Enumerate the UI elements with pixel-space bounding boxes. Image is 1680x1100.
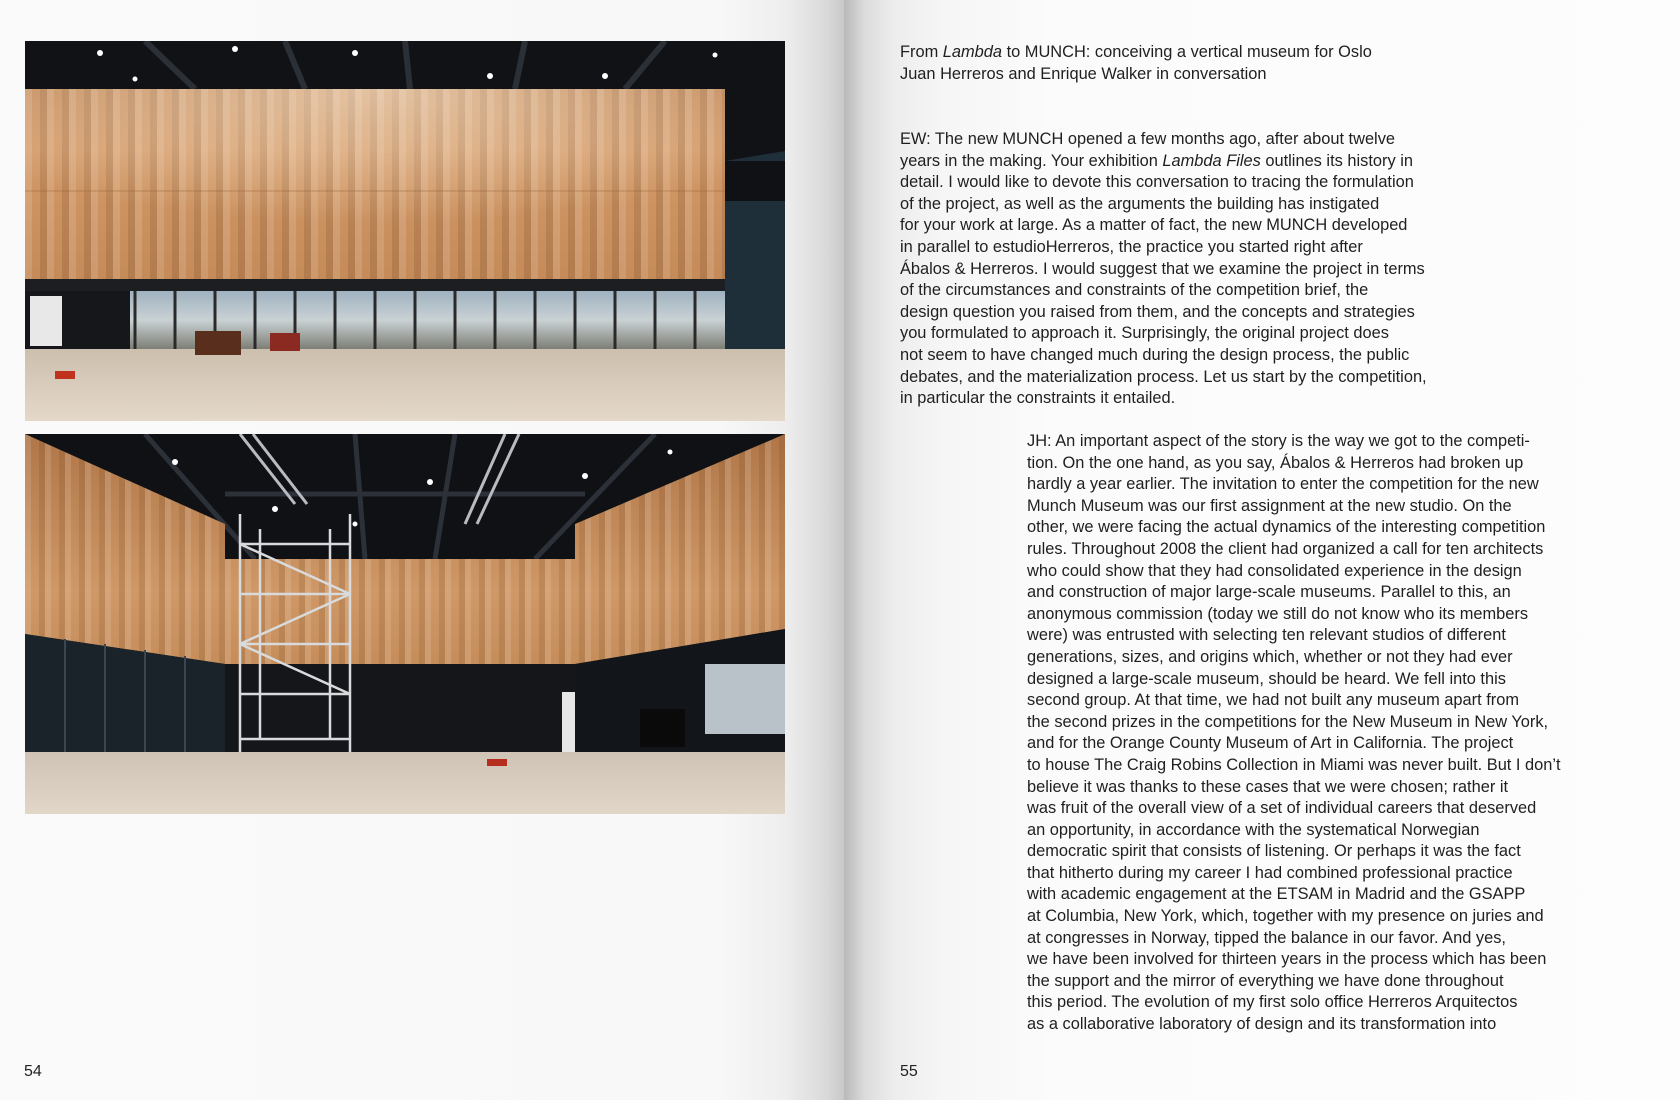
right-window [705, 664, 785, 734]
photo-hall-scaffolding [25, 434, 785, 814]
text-line: tion. On the one hand, as you say, Ábalos & Herreros had broken up [1027, 453, 1524, 472]
text-line: an opportunity, in accordance with the systematical Norwegian [1027, 820, 1480, 839]
text-line: not seem to have changed much during the design process, the public [900, 345, 1410, 364]
article-subtitle: Juan Herreros and Enrique Walker in conversation [900, 64, 1267, 83]
text-line: democratic spirit that consists of listening. Or perhaps it was the fact [1027, 842, 1521, 861]
floor [25, 752, 785, 814]
floor-object [487, 759, 507, 766]
text-line: design question you raised from them, and the concepts and strategies [900, 302, 1415, 321]
dark-cabinet [640, 709, 685, 747]
hall-photo-1-image [25, 41, 785, 421]
page-number-right: 55 [900, 1063, 918, 1080]
text-line: we have been involved for thirteen years in the process which has been [1027, 950, 1547, 969]
text-line: years in the making. Your exhibition Lambda Files outlines its history in [900, 151, 1413, 170]
text-line: other, we were facing the actual dynamics of the interesting competition [1027, 518, 1546, 537]
floor-object [55, 371, 75, 379]
text-line: second group. At that time, we had not built any museum apart from [1027, 691, 1519, 710]
text-line: this period. The evolution of my first solo office Herreros Arquitectos [1027, 993, 1518, 1012]
right-page [844, 0, 1680, 1100]
text-line: hardly a year earlier. The invitation to enter the competition for the new [1027, 475, 1539, 494]
text-line: with academic engagement at the ETSAM in Madrid and the GSAPP [1027, 885, 1526, 904]
back-wood-wall [225, 559, 575, 664]
back-dark-wall [225, 664, 575, 754]
wall-light-wash [25, 89, 725, 279]
text-line: the second prizes in the competitions for the New Museum in New York, [1027, 712, 1549, 731]
text-line: in parallel to estudioHerreros, the practice you started right after [900, 237, 1363, 256]
text-line: generations, sizes, and origins which, whether or not they had ever [1027, 647, 1513, 666]
photo-hall-wood-wall [25, 41, 785, 421]
article-heading [900, 42, 1460, 85]
text-line: EW: The new MUNCH opened a few months ago, after about twelve [900, 130, 1396, 148]
text-line: that hitherto during my career I had combined professional practice [1027, 863, 1513, 882]
text-line: at Columbia, New York, which, together with my presence on juries and [1027, 907, 1544, 926]
text-line: of the project, as well as the arguments the building has instigated [900, 194, 1380, 213]
page-number-left: 54 [24, 1063, 42, 1080]
text-line: detail. I would like to devote this conversation to tracing the formulation [900, 173, 1414, 192]
text-line: as a collaborative laboratory of design and its transformation into [1027, 1015, 1497, 1034]
text-line: designed a large-scale museum, should be heard. We fell into this [1027, 669, 1506, 688]
text-line: to house The Craig Robins Collection in Miami was never built. But I don’t [1027, 755, 1561, 774]
jh-paragraph [1027, 431, 1627, 1036]
doorway [30, 296, 62, 346]
text-line: at congresses in Norway, tipped the balance in our favor. And yes, [1027, 928, 1506, 947]
text-line: believe it was thanks to these cases that we were chosen; rather it [1027, 777, 1509, 796]
crate [195, 331, 241, 355]
text-line: and for the Orange County Museum of Art in California. The project [1027, 734, 1514, 753]
text-line: who could show that they had consolidated experience in the design [1027, 561, 1522, 580]
ew-paragraph [900, 129, 1500, 410]
text-line: Ábalos & Herreros. I would suggest that we examine the project in terms [900, 259, 1425, 278]
hall-photo-2-image [25, 434, 785, 814]
floor [25, 349, 785, 421]
text-line: Munch Museum was our first assignment at the new studio. On the [1027, 496, 1512, 515]
text-line: you formulated to approach it. Surprisingly, the original project does [900, 324, 1389, 343]
text-line: were) was entrusted with selecting ten relevant studios of different [1027, 626, 1506, 645]
text-line: and construction of major large-scale museums. Parallel to this, an [1027, 583, 1511, 602]
equipment [270, 333, 300, 351]
text-line: anonymous commission (today we still do not know who its members [1027, 604, 1529, 623]
text-line: rules. Throughout 2008 the client had organized a call for ten architects [1027, 539, 1544, 558]
text-line: debates, and the materialization process. Let us start by the competition, [900, 367, 1427, 386]
text-line: JH: An important aspect of the story is the way we got to the competi- [1027, 432, 1530, 450]
text-line: of the circumstances and constraints of the competition brief, the [900, 281, 1369, 300]
wall-base-band [25, 279, 725, 291]
text-line: the support and the mirror of everything we have done throughout [1027, 971, 1504, 990]
text-line: was fruit of the overall view of a set of individual careers that deserved [1027, 799, 1537, 818]
text-line: in particular the constraints it entailed. [900, 389, 1176, 408]
article-title: From Lambda to MUNCH: conceiving a vertical museum for Oslo [900, 43, 1372, 61]
text-line: for your work at large. As a matter of fact, the new MUNCH developed [900, 216, 1408, 235]
